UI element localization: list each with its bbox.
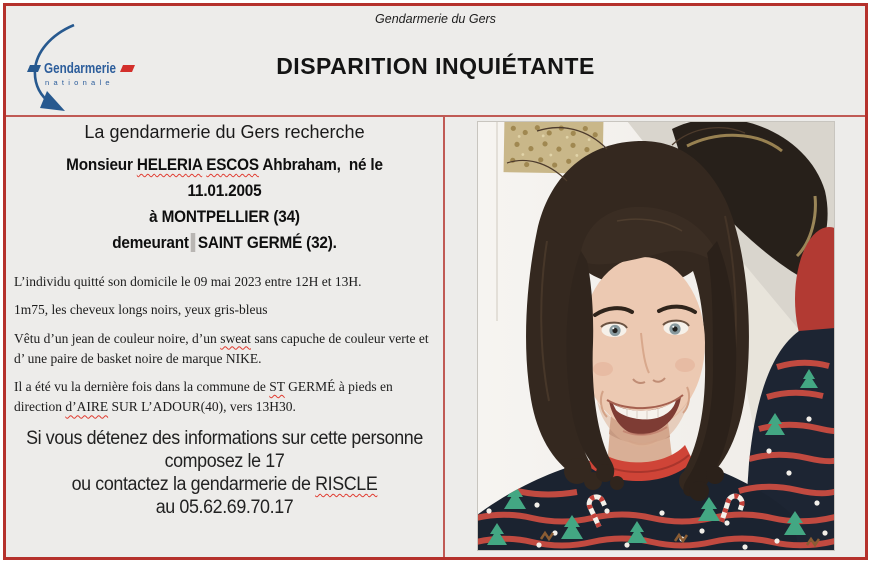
- detail-departure: L’individu quitté son domicile le 09 mai 2023 entre 12H et 13H.: [14, 274, 362, 289]
- birthplace-line: à MONTPELLIER (34): [149, 207, 300, 226]
- poster-title: DISPARITION INQUIÉTANTE: [276, 53, 595, 79]
- clothing-part-b: sans capuche de couleur verte et d’ une paire de basket noire de marque NIKE.: [14, 330, 429, 366]
- appeal-block: [19, 427, 430, 520]
- last-seen-part-c: SUR L’ADOUR(40), vers 13H30.: [111, 399, 296, 415]
- logo-subbrand-text: nationale: [45, 78, 113, 87]
- poster-frame: [3, 3, 868, 560]
- column-divider: [443, 117, 445, 557]
- details-block: [14, 272, 429, 418]
- text-column: [6, 117, 443, 557]
- appeal-place: RISCLE: [315, 473, 378, 495]
- text-cursor: [191, 233, 196, 252]
- identity-block: [28, 152, 421, 256]
- intro-line: La gendarmerie du Gers recherche: [84, 122, 365, 142]
- appeal-line-1: Si vous détenez des informations sur cette personne: [26, 427, 423, 449]
- given-name-and-birthdate: Ahbraham, né le 11.01.2005: [187, 155, 383, 200]
- appeal-line-2: composez le 17: [164, 450, 285, 472]
- appeal-phone: au 05.62.69.70.17: [155, 497, 294, 519]
- swoosh-arrowhead: [40, 91, 65, 111]
- detail-last-seen: [14, 377, 429, 418]
- gendarmerie-nationale-logo: [10, 24, 150, 116]
- unit-label: Gendarmerie du Gers: [375, 12, 496, 26]
- detail-description: 1m75, les cheveux longs noirs, yeux gris-bleus: [14, 302, 268, 318]
- residence-rest: SAINT GERMÉ (32).: [197, 233, 337, 252]
- residence-prefix: demeurant: [112, 233, 189, 252]
- clothing-part-a: Vêtu d’un jean de couleur noire, d’un: [14, 330, 217, 346]
- appeal-line-3: ou contactez la gendarmerie de: [71, 473, 311, 495]
- logo-red-mark: [120, 65, 135, 72]
- last-seen-part-a: Il a été vu la dernière fois dans la commune de: [14, 379, 266, 394]
- surname-2: ESCOS: [206, 155, 259, 174]
- last-seen-flagged-2: d’AIRE: [65, 399, 109, 415]
- detail-clothing: [14, 329, 429, 370]
- clothing-flagged-word: sweat: [220, 330, 251, 346]
- missing-person-photo: [477, 121, 835, 551]
- logo-brand-text: Gendarmerie: [44, 61, 116, 77]
- surname-1: HELERIA: [136, 155, 203, 174]
- identity-prefix: Monsieur: [66, 155, 133, 174]
- logo-blue-mark: [27, 65, 41, 72]
- last-seen-flagged-1: ST: [269, 379, 285, 394]
- last-seen-part-b: GERMÉ à pieds en direction: [14, 379, 393, 415]
